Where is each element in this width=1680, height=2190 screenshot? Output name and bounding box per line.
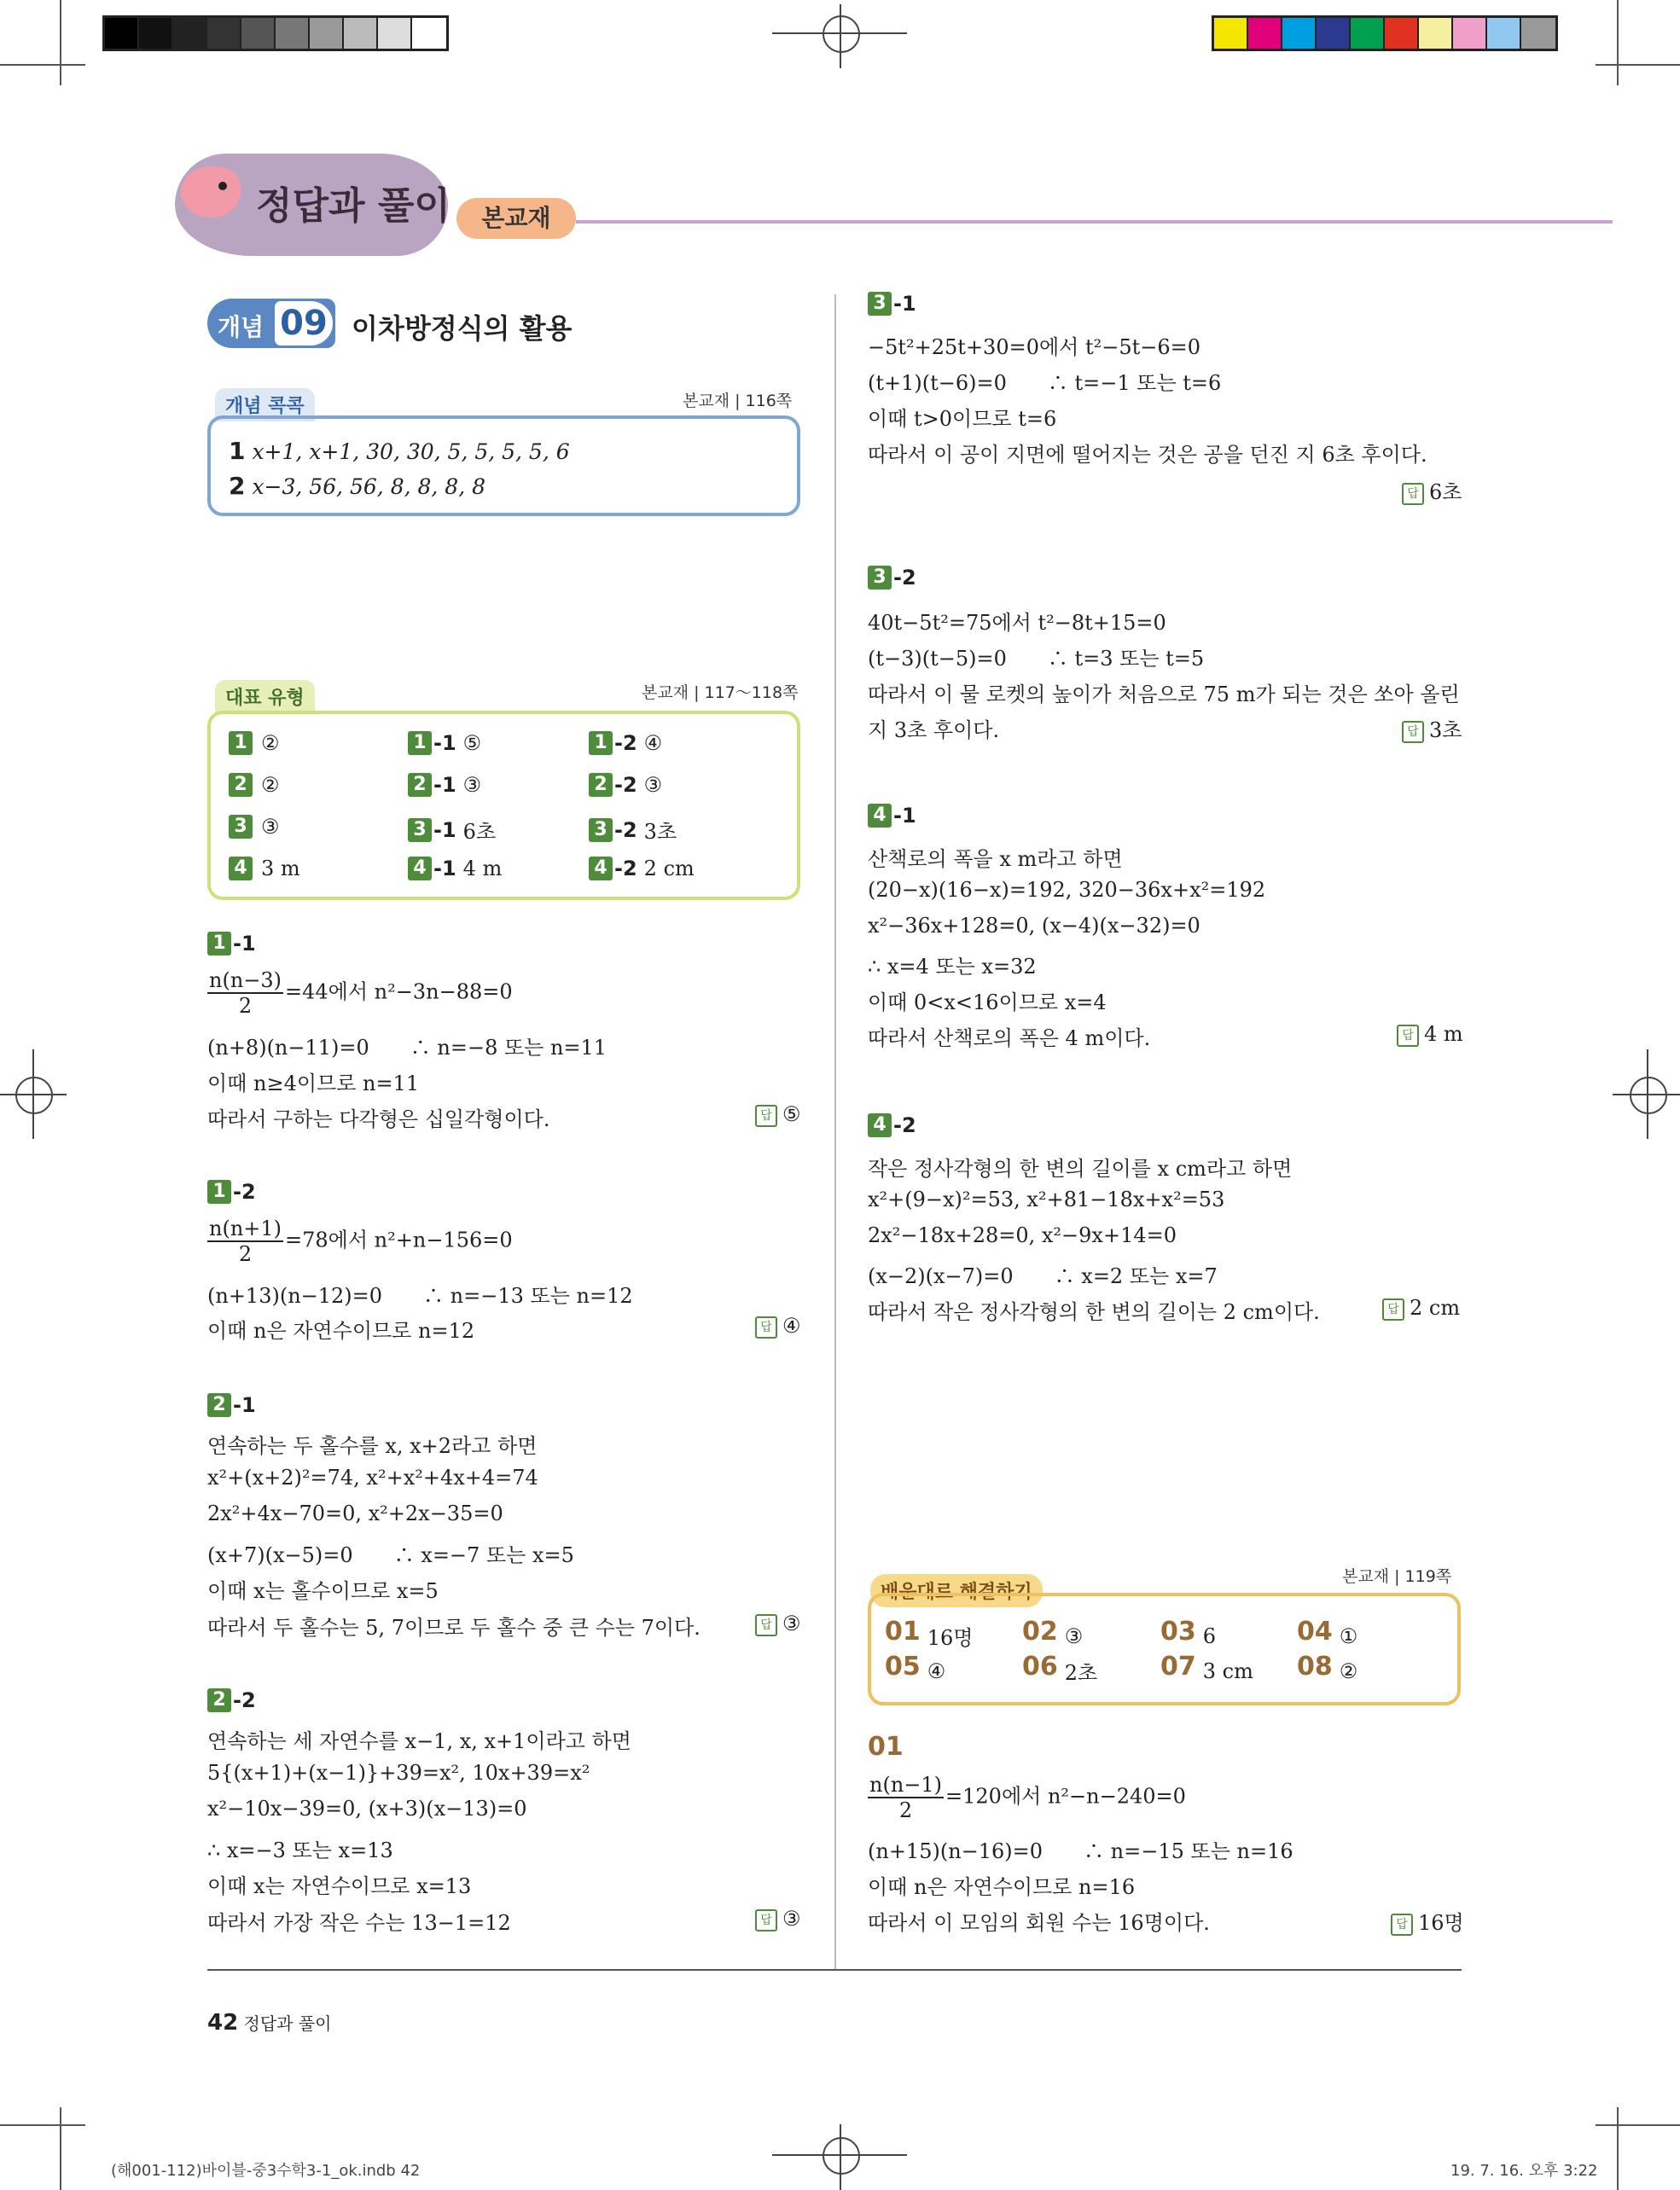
review-answer-7: 07 3 cm [1160,1652,1253,1683]
p3_2-line-2: (t−3)(t−5)=0 ∴ t=3 또는 t=5 [868,647,1205,671]
section-number: 09 [272,299,335,348]
section-title: 이차방정식의 활용 [352,312,573,345]
problem-1-1-line-2: (n+8)(n−11)=0 ∴ n=−8 또는 n=11 [207,1036,607,1060]
p2_2-line-1: 연속하는 세 자연수를 x−1, x, x+1이라고 하면 [207,1729,631,1753]
p4_1-line-4: ∴ x=4 또는 x=32 [868,955,1037,979]
concept-line-2: 2 x−3, 56, 56, 8, 8, 8, 8 [229,472,485,500]
problem-1-1-line-3: 이때 n≥4이므로 n=11 [207,1072,420,1095]
problem-4-2-heading: 4 -2 [868,1113,916,1137]
problem-3-2-answer: 답 3초 [1402,713,1462,743]
type-answer-7: 3 ③ [229,815,280,839]
p2_1-line-5: 이때 x는 홀수이므로 x=5 [207,1579,439,1603]
problem-2-1-heading: 2 -1 [207,1393,256,1417]
p3_1-line-1: −5t²+25t+30=0에서 t²−5t−6=0 [868,335,1201,359]
column-divider [834,294,836,1971]
p4_1-line-3: x²−36x+128=0, (x−4)(x−32)=0 [868,914,1200,938]
header-title: 정답과 풀이 [256,184,451,228]
problem-4-2-answer: 답 2 cm [1382,1296,1460,1321]
problem-1-1-answer: 답 ⑤ [755,1102,801,1127]
p4_2-line-2: x²+(9−x)²=53, x²+81−18x+x²=53 [868,1188,1225,1211]
problem-01-heading: 01 [868,1732,904,1762]
problem-4-1-answer: 답 4 m [1397,1022,1463,1047]
color-bar [1212,15,1558,51]
p3_1-line-3: 이때 t>0이므로 t=6 [868,407,1057,431]
problem-1-2-line-2: (n+13)(n−12)=0 ∴ n=−13 또는 n=12 [207,1284,633,1308]
p3_2-line-1: 40t−5t²=75에서 t²−8t+15=0 [868,611,1166,635]
registration-mark-right [1630,1077,1667,1114]
p2_2-line-6: 따라서 가장 작은 수는 13−1=12 [207,1910,511,1935]
p2_1-line-4: (x+7)(x−5)=0 ∴ x=−7 또는 x=5 [207,1542,574,1567]
p2_2-line-2: 5{(x+1)+(x−1)}+39=x², 10x+39=x² [207,1760,590,1785]
p2_2-line-4: ∴ x=−3 또는 x=13 [207,1838,393,1862]
problem-1-2-line-1: $\frac{n(n+1)}{2}$ =78에서 n²+n−156=0 [209,1217,513,1266]
section-label: 개념 [218,313,264,341]
problem-1-1-line-1: $\frac{n(n-3)}{2}$ =44에서 n²−3n−88=0 [209,968,513,1018]
problem-01-line-4: 따라서 이 모임의 회원 수는 16명이다. [868,1911,1210,1935]
review-answer-2: 02 ③ [1022,1617,1084,1648]
p2_1-line-1: 연속하는 두 홀수를 x, x+2라고 하면 [207,1434,538,1458]
type-answer-3: 1 -2 ④ [589,731,662,755]
type-answer-1: 1 ② [229,731,280,755]
p4_2-line-1: 작은 정사각형의 한 변의 길이를 x cm라고 하면 [868,1157,1293,1181]
registration-mark-top [823,15,860,53]
problem-2-2-answer: 답 ③ [755,1907,801,1931]
problem-2-2-heading: 2 -2 [207,1688,256,1712]
review-answer-6: 06 2초 [1022,1652,1098,1685]
review-box-ref: 본교재 | 119쪽 [1342,1567,1452,1586]
header-tab: 본교재 [456,198,576,239]
fish-mascot-icon [181,166,241,218]
type-answer-8: 3 -1 6초 [408,815,496,845]
p2_1-line-3: 2x²+4x−70=0, x²+2x−35=0 [207,1502,503,1525]
p4_2-line-5: 따라서 작은 정사각형의 한 변의 길이는 2 cm이다. [868,1300,1320,1324]
p4_2-line-4: (x−2)(x−7)=0 ∴ x=2 또는 x=7 [868,1264,1218,1288]
problem-2-1-answer: 답 ③ [755,1612,801,1636]
problem-4-1-heading: 4 -1 [868,804,916,828]
review-box-tag: 배운대로 해결하기 [870,1574,1043,1607]
p2_1-line-6: 따라서 두 홀수는 5, 7이므로 두 홀수 중 큰 수는 7이다. [207,1615,700,1640]
problem-1-1-heading: 1 -1 [207,932,256,956]
concept-box-ref: 본교재 | 116쪽 [683,392,793,410]
type-box-tag: 대표 유형 [215,680,315,713]
p4_1-line-5: 이때 0<x<16이므로 x=4 [868,990,1107,1014]
problem-1-2-heading: 1 -2 [207,1180,256,1204]
p2_2-line-5: 이때 x는 자연수이므로 x=13 [207,1874,472,1898]
p3_2-line-4: 지 3초 후이다. [868,718,1000,742]
review-answer-1: 01 16명 [885,1617,974,1650]
type-answer-9: 3 -2 3초 [589,815,677,845]
p4_2-line-3: 2x²−18x+28=0, x²−9x+14=0 [868,1223,1177,1247]
footer-rule [207,1969,1462,1971]
p3_1-line-2: (t+1)(t−6)=0 ∴ t=−1 또는 t=6 [868,371,1222,395]
problem-3-1-answer: 답 6초 [1402,475,1462,505]
type-box-ref: 본교재 | 117～118쪽 [642,683,799,702]
type-answer-6: 2 -2 ③ [589,773,662,797]
review-answer-3: 03 6 [1160,1617,1217,1648]
problem-1-1-line-4: 따라서 구하는 다각형은 십일각형이다. [207,1107,550,1131]
type-answer-5: 2 -1 ③ [408,773,481,797]
section-badge [207,299,335,348]
concept-line-1: 1 x+1, x+1, 30, 30, 5, 5, 5, 5, 6 [229,437,570,465]
p2_1-line-2: x²+(x+2)²=74, x²+x²+4x+4=74 [207,1465,538,1490]
p3_2-line-3: 따라서 이 물 로켓의 높이가 처음으로 75 m가 되는 것은 쏘아 올린 [868,683,1460,706]
type-answer-4: 2 ② [229,773,280,797]
problem-01-line-1: $\frac{n(n-1)}{2}$ =120에서 n²−n−240=0 [869,1773,1186,1822]
header-rule [576,220,1613,224]
footer-file: (해001-112)바이블-중3수학3-1_ok.indb 42 [111,2162,421,2180]
registration-mark-left [15,1077,53,1114]
p3_1-line-4: 따라서 이 공이 지면에 떨어지는 것은 공을 던진 지 6초 후이다. [868,443,1427,467]
concept-box [207,415,800,516]
p4_1-line-6: 따라서 산책로의 폭은 4 m이다. [868,1026,1151,1050]
problem-01-answer: 답 16명 [1391,1906,1464,1936]
p4_1-line-1: 산책로의 폭을 x m라고 하면 [868,847,1123,871]
problem-01-line-3: 이때 n은 자연수이므로 n=16 [868,1875,1136,1899]
problem-3-2-heading: 3 -2 [868,566,916,590]
footer-page: 42 정답과 풀이 [207,2010,332,2036]
footer-date: 19. 7. 16. 오후 3:22 [1450,2162,1598,2180]
review-answer-4: 04 ① [1297,1617,1358,1648]
type-answer-12: 4 -2 2 cm [589,857,695,880]
type-answer-11: 4 -1 4 m [408,857,502,880]
p2_2-line-3: x²−10x−39=0, (x+3)(x−13)=0 [207,1797,527,1821]
type-answer-2: 1 -1 ⑤ [408,731,481,755]
grayscale-bar [102,15,449,51]
type-answer-10: 4 3 m [229,857,300,880]
problem-1-2-answer: 답 ④ [755,1314,801,1339]
problem-3-1-heading: 3 -1 [868,292,916,316]
registration-mark-bottom [823,2137,860,2175]
problem-1-2-line-3: 이때 n은 자연수이므로 n=12 [207,1319,475,1343]
problem-01-line-2: (n+15)(n−16)=0 ∴ n=−15 또는 n=16 [868,1839,1293,1863]
review-answer-5: 05 ④ [885,1652,946,1683]
p4_1-line-2: (20−x)(16−x)=192, 320−36x+x²=192 [868,878,1266,902]
concept-box-tag: 개념 콕콕 [215,388,315,421]
review-answer-8: 08 ② [1297,1652,1358,1683]
